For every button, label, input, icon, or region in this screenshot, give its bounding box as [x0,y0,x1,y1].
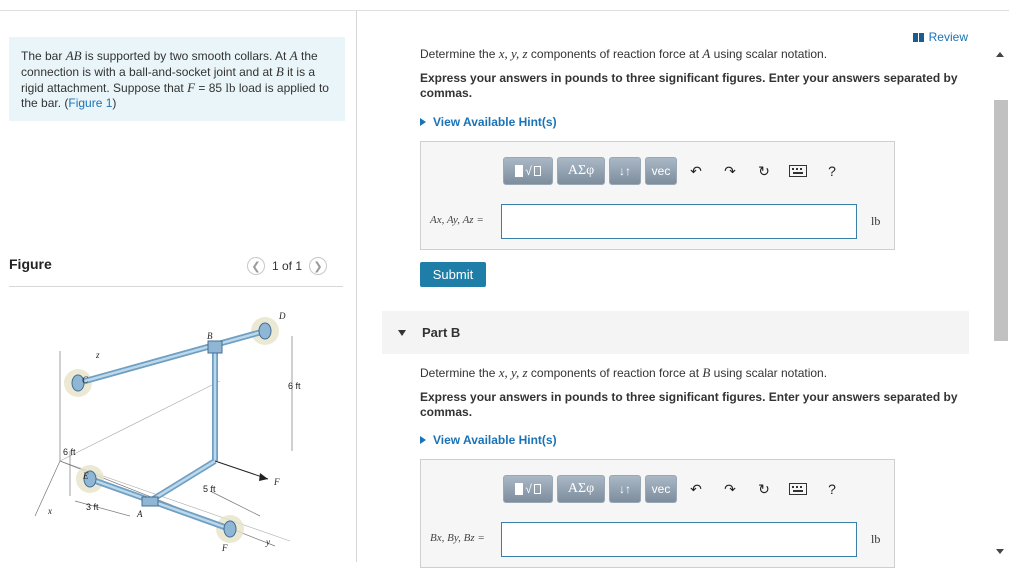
problem-text: it is a rigid attachment. Suppose that [21,65,316,95]
problem-text: = 85 [195,81,226,95]
question-point: B [702,365,711,380]
help-icon[interactable]: ? [828,481,836,497]
redo-icon[interactable]: ↷ [724,162,736,179]
point-a: A [289,48,298,63]
part-a-answer-box [420,141,895,250]
review-link[interactable] [913,30,968,44]
part-b-hint-toggle[interactable] [420,433,557,447]
part-b-header[interactable] [382,311,969,354]
part-a-instructions: Express your answers in pounds to three significant figures. Enter your answers separated by commas. [420,71,958,100]
problem-statement [9,37,345,121]
hint-label: View Available Hint(s) [433,115,557,129]
answer-label: Ax, Ay, Az = [430,214,484,226]
scroll-down-icon[interactable] [996,549,1004,554]
chevron-right-icon[interactable]: ❯ [309,257,327,275]
review-label: Review [928,30,968,44]
question-text: Determine the [420,366,499,380]
keyboard-icon[interactable] [783,157,813,185]
part-b-instructions: Express your answers in pounds to three significant figures. Enter your answers separated by commas. [420,390,958,419]
figure-title: Figure [9,256,52,272]
caret-right-icon [420,118,426,126]
label-b: B [207,331,213,341]
problem-text: is supported by two smooth collars. At [81,49,290,63]
label-x: x [48,506,52,516]
dim-five-ft: 5 ft [203,484,216,494]
problem-text: the connection is with a ball-and-socket joint and at [21,49,318,79]
question-panel [357,11,993,562]
label-d: D [279,311,286,321]
unit-label: lb [871,214,881,228]
math-toolbar [503,474,847,504]
help-icon[interactable]: ? [828,163,836,179]
keyboard-icon[interactable] [783,475,813,503]
part-b-answer-box [420,459,895,568]
part-b-question [420,365,827,381]
label-c: C [82,375,89,385]
reset-icon[interactable]: ↻ [758,480,770,497]
label-point-f: F [222,543,228,553]
hint-label: View Available Hint(s) [433,433,557,447]
dim-six-ft-right: 6 ft [288,381,301,391]
arrows-button[interactable]: ↓↑ [609,157,641,185]
question-text: components of reaction force at [527,366,703,380]
chevron-left-icon[interactable]: ❮ [247,257,265,275]
question-text: components of reaction force at [527,47,703,61]
scroll-up-icon[interactable] [996,52,1004,57]
problem-text: ) [112,96,117,110]
question-text: Determine the [420,47,499,61]
label-force-f: F [274,477,280,487]
scroll-thumb[interactable] [994,100,1008,341]
force-symbol: F [187,80,196,95]
label-z: z [96,350,100,360]
figure-link[interactable]: Figure 1 [68,96,113,110]
part-b-answer-input[interactable] [501,522,857,557]
greek-symbols-button[interactable]: ΑΣφ [557,157,605,185]
caret-down-icon [398,330,406,336]
dim-three-ft: 3 ft [86,502,99,512]
point-b: B [275,64,284,79]
bar-name: AB [65,48,82,63]
part-a-answer-input[interactable] [501,204,857,239]
vector-button[interactable]: vec [645,157,677,185]
question-text: using scalar notation. [710,47,828,61]
arrows-button[interactable]: ↓↑ [609,475,641,503]
vertical-scrollbar[interactable] [993,42,1009,562]
question-vars: x, y, z [498,365,528,380]
reset-icon[interactable]: ↻ [758,162,770,179]
part-a-hint-toggle[interactable] [420,115,557,129]
problem-text: load is applied to the bar. ( [21,81,329,110]
submit-button[interactable]: Submit [420,262,486,287]
bar-diagram [30,301,330,563]
fraction-sqrt-template-icon[interactable]: √ [503,157,553,185]
figure-image [30,301,330,563]
label-a: A [137,509,143,519]
dim-six-ft-left: 6 ft [63,447,76,457]
question-text: using scalar notation. [710,366,828,380]
problem-text: The bar [21,49,66,63]
math-toolbar [503,156,847,186]
book-icon [913,33,924,42]
undo-icon[interactable]: ↶ [690,162,702,179]
part-b-title: Part B [422,325,461,340]
problem-panel [0,11,357,562]
answer-label: Bx, By, Bz = [430,532,485,544]
vector-button[interactable]: vec [645,475,677,503]
question-vars: x, y, z [498,46,528,61]
force-unit: lb [225,80,236,95]
caret-right-icon [420,436,426,444]
label-e: E [83,471,89,481]
label-y: y [266,537,270,547]
undo-icon[interactable]: ↶ [690,480,702,497]
unit-label: lb [871,532,881,546]
greek-symbols-button[interactable]: ΑΣφ [557,475,605,503]
redo-icon[interactable]: ↷ [724,480,736,497]
figure-pager [247,257,327,275]
part-a-question [420,46,827,62]
question-point: A [702,46,711,61]
pager-text: 1 of 1 [272,259,303,273]
fraction-sqrt-template-icon[interactable]: √ [503,475,553,503]
figure-header [9,256,343,287]
